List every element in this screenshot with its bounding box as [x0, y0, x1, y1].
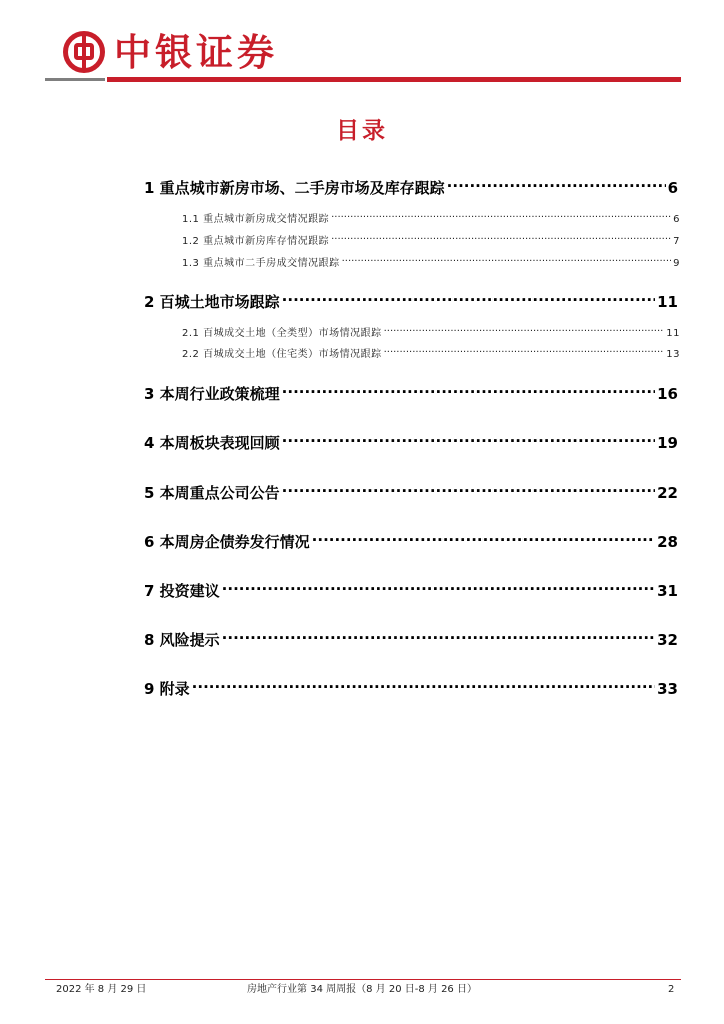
toc-dot-leader: [222, 574, 655, 596]
toc-entry-title: 3 本周行业政策梳理: [144, 385, 280, 403]
toc-entry[interactable]: [144, 574, 678, 600]
toc-dot-leader: [312, 525, 655, 547]
toc-entry[interactable]: [182, 343, 680, 360]
footer-report-title: 房地产行业第 34 周周报（8 月 20 日-8 月 26 日）: [247, 984, 477, 995]
toc-entry-title: 2.1 百城成交土地（全类型）市场情况跟踪: [182, 328, 382, 339]
toc-dot-leader: [192, 672, 655, 694]
toc-entry[interactable]: [144, 623, 678, 649]
toc-entry-page: 28: [657, 533, 678, 551]
toc-entry[interactable]: [182, 208, 680, 225]
toc-entry-title: 2 百城土地市场跟踪: [144, 293, 280, 311]
toc-entry[interactable]: [144, 426, 678, 452]
toc-entry-page: 6: [673, 214, 680, 225]
footer-date: 2022 年 8 月 29 日: [56, 984, 147, 995]
footer-page-number: 2: [668, 984, 675, 995]
toc-entry-page: 11: [657, 293, 678, 311]
toc-entry-page: 32: [657, 631, 678, 649]
toc-entry-title: 6 本周房企债券发行情况: [144, 533, 310, 551]
toc-entry[interactable]: [182, 322, 680, 339]
header-divider-red: [107, 77, 681, 82]
toc-entry-title: 8 风险提示: [144, 631, 220, 649]
toc-dot-leader: [384, 343, 665, 357]
header-divider-gray: [45, 78, 105, 81]
toc-entry[interactable]: [144, 377, 678, 403]
toc-entry[interactable]: [144, 476, 678, 502]
toc-entry-page: 11: [666, 328, 680, 339]
toc-entry-page: 33: [657, 680, 678, 698]
toc-entry[interactable]: [144, 171, 678, 197]
toc-dot-leader: [282, 426, 655, 448]
page-header: [0, 0, 724, 86]
toc-entry-title: 7 投资建议: [144, 582, 220, 600]
toc-dot-leader: [282, 476, 655, 498]
toc-entry-title: 4 本周板块表现回顾: [144, 434, 280, 452]
toc-entry-title: 5 本周重点公司公告: [144, 484, 280, 502]
toc-entry-page: 19: [657, 434, 678, 452]
toc-entry-page: 16: [657, 385, 678, 403]
bank-of-china-logo-icon: [63, 31, 105, 73]
toc-dot-leader: [331, 208, 671, 222]
toc-dot-leader: [447, 171, 666, 193]
brand-name: 中银证券: [114, 30, 278, 74]
footer-divider: [45, 979, 681, 980]
toc-entry-page: 22: [657, 484, 678, 502]
toc-entry-page: 13: [666, 349, 680, 360]
toc-entry-page: 31: [657, 582, 678, 600]
toc-dot-leader: [342, 252, 672, 266]
toc-entry[interactable]: [144, 525, 678, 551]
toc-title: 目录: [336, 118, 388, 144]
toc-entry-title: 2.2 百城成交土地（住宅类）市场情况跟踪: [182, 349, 382, 360]
toc-dot-leader: [222, 623, 655, 645]
toc-entry[interactable]: [144, 672, 678, 698]
toc-entry-page: 6: [667, 179, 678, 197]
toc-entry-title: 9 附录: [144, 680, 190, 698]
toc-entry-title: 1 重点城市新房市场、二手房市场及库存跟踪: [144, 179, 445, 197]
toc-entry-title: 1.2 重点城市新房库存情况跟踪: [182, 236, 330, 247]
toc-entry-page: 9: [673, 258, 680, 269]
toc-dot-leader: [282, 377, 655, 399]
toc-entry[interactable]: [182, 230, 680, 247]
toc-entry-title: 1.3 重点城市二手房成交情况跟踪: [182, 258, 340, 269]
toc-entry[interactable]: [182, 252, 680, 269]
toc-dot-leader: [384, 322, 665, 336]
toc-entry[interactable]: [144, 285, 678, 311]
toc-entry-page: 7: [673, 236, 680, 247]
toc-entry-title: 1.1 重点城市新房成交情况跟踪: [182, 214, 330, 225]
toc-dot-leader: [331, 230, 671, 244]
toc-dot-leader: [282, 285, 655, 307]
